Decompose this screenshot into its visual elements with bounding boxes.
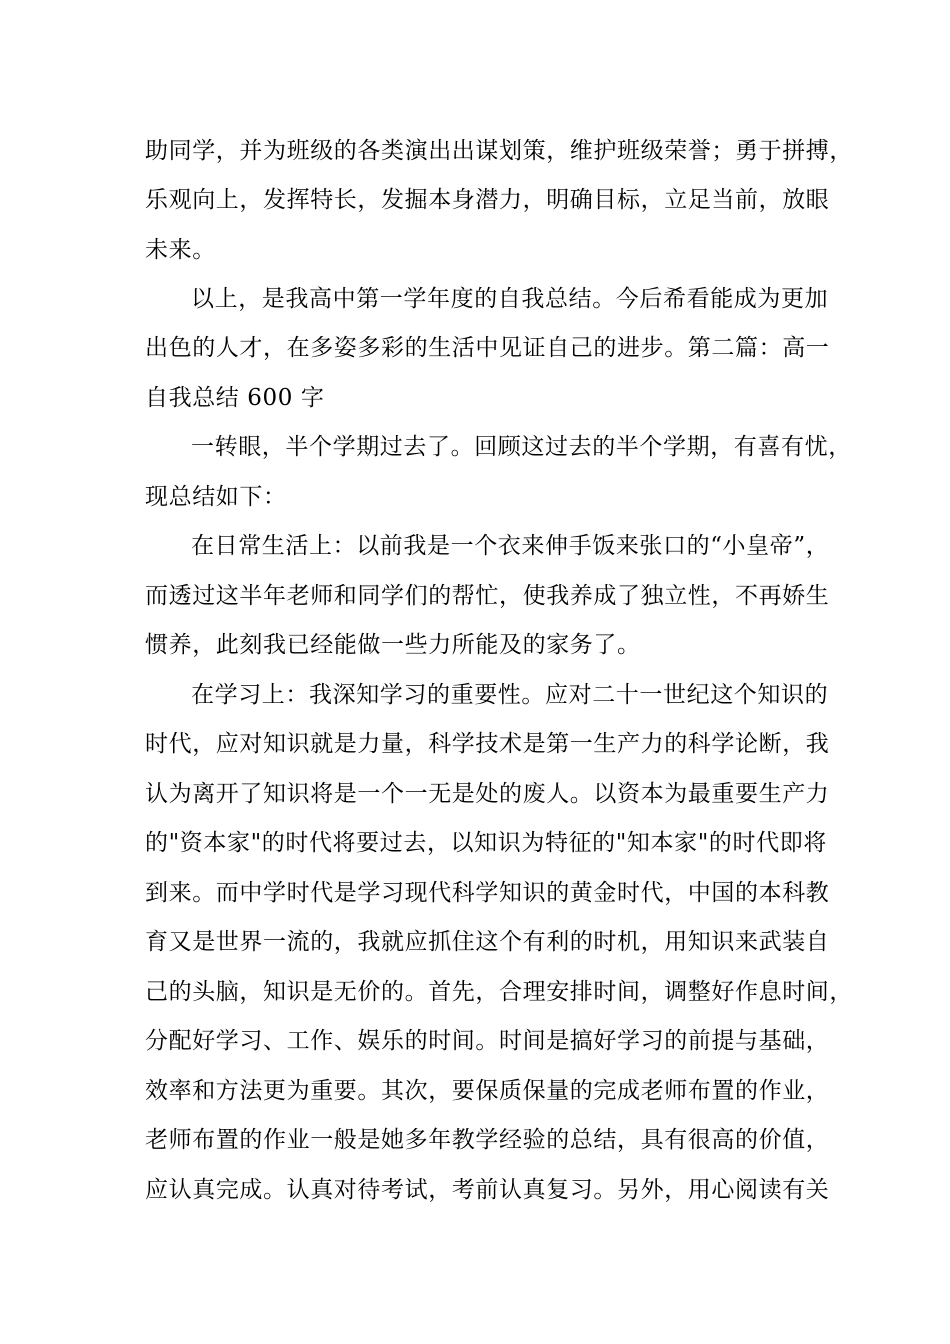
text-line: 而透过这半年老师和同学们的帮忙，使我养成了独立性，不再娇生 [145, 583, 830, 609]
text-line: 助同学，并为班级的各类演出出谋划策，维护班级荣誉；勇于拼搏， [145, 138, 853, 164]
text-line: 到来。而中学时代是学习现代科学知识的黄金时代，中国的本科教 [145, 880, 830, 906]
text-line: 认为离开了知识将是一个一无是处的废人。以资本为最重要生产力 [145, 781, 830, 807]
text-line: 出色的人才，在多姿多彩的生活中见证自己的进步。第二篇：高一 [145, 335, 830, 361]
text-line: 己的头脑，知识是无价的。首先，合理安排时间，调整好作息时间， [145, 979, 853, 1005]
text-line: 现总结如下： [145, 484, 287, 510]
paragraph-first-line: 在日常生活上：以前我是一个衣来伸手饭来张口的“小皇帝”， [191, 533, 830, 559]
text-line: 未来。 [145, 237, 216, 263]
text-line: 时代，应对知识就是力量，科学技术是第一生产力的科学论断，我 [145, 731, 830, 757]
text-line: 老师布置的作业一般是她多年教学经验的总结，具有很高的价值， [145, 1127, 830, 1153]
paragraph-first-line: 在学习上：我深知学习的重要性。应对二十一世纪这个知识的 [191, 682, 829, 708]
text-line: 效率和方法更为重要。其次，要保质保量的完成老师布置的作业， [145, 1078, 830, 1104]
paragraph-first-line: 以上，是我高中第一学年度的自我总结。今后希看能成为更加 [191, 286, 829, 312]
text-line: 应认真完成。认真对待考试，考前认真复习。另外，用心阅读有关 [145, 1177, 830, 1203]
text-line: 自我总结 600 字 [145, 385, 325, 411]
text-line: 分配好学习、工作、娱乐的时间。时间是搞好学习的前提与基础， [145, 1028, 830, 1054]
paragraph-first-line: 一转眼，半个学期过去了。回顾这过去的半个学期，有喜有忧， [191, 434, 852, 460]
text-line: 惯养，此刻我已经能做一些力所能及的家务了。 [145, 632, 641, 658]
text-line: 的"资本家"的时代将要过去，以知识为特征的"知本家"的时代即将 [145, 830, 827, 856]
text-line: 育又是世界一流的，我就应抓住这个有利的时机，用知识来武装自 [145, 929, 830, 955]
text-line: 乐观向上，发挥特长，发掘本身潜力，明确目标，立足当前，放眼 [145, 187, 830, 213]
